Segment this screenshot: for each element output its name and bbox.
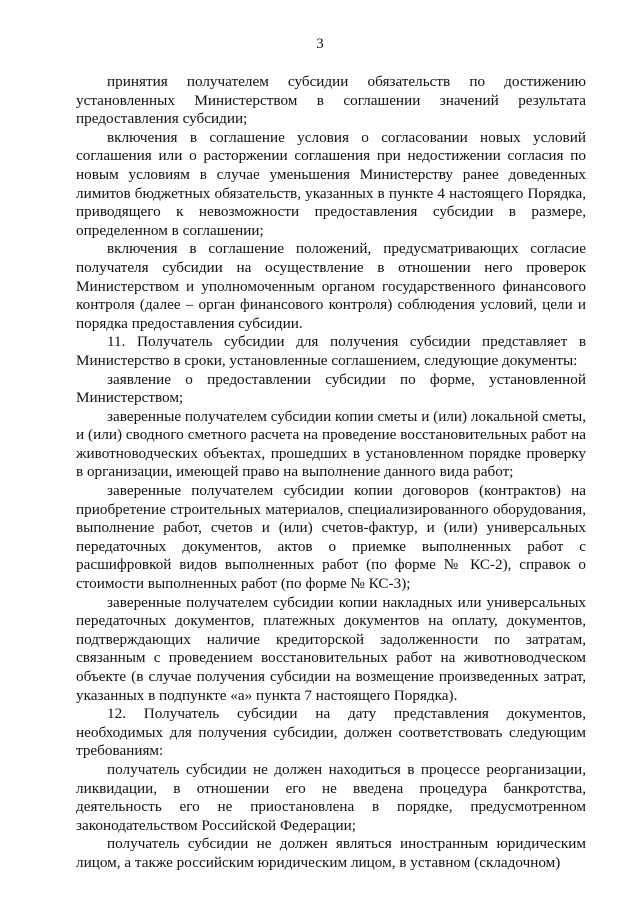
paragraph: заявление о предоставлении субсидии по форме, установленной Министерством; xyxy=(76,370,586,407)
paragraph: получатель субсидии не должен находиться в процессе реорганизации, ликвидации, в отношении его не введена процедура банкротства, деятельность его не приостановлена в порядке, предусмотренном законодательством Российской Федерации; xyxy=(76,760,586,834)
paragraph: принятия получателем субсидии обязательств по достижению установленных Министерством в соглашении значений результата предоставления субсидии; xyxy=(76,73,586,128)
page-number: 3 xyxy=(316,36,324,52)
paragraph: получатель субсидии не должен являться иностранным юридическим лицом, а также российским юридическим лицом, в уставном (складочном) xyxy=(76,835,586,871)
paragraph: 11. Получатель субсидии для получения субсидии представляет в Министерство в сроки, установленные соглашением, следующие документы: xyxy=(76,333,586,369)
paragraph: включения в соглашение положений, предусматривающих согласие получателя субсидии на осуществление в отношении него проверок Министерством и уполномоченным органом государственного финансового контроля (далее – орган финансового контроля) соблюдения условий, цели и порядка предоставления субсидии. xyxy=(76,240,586,332)
paragraph: заверенные получателем субсидии копии сметы и (или) локальной сметы, и (или) сводного сметного расчета на проведение восстановительных работ на животноводческих объектах, прошедших в установленном порядке проверку в организации, имеющей право на выполнение данного вида работ; xyxy=(76,407,586,481)
paragraph: заверенные получателем субсидии копии накладных или универсальных передаточных документов, платежных документов на оплату, документов, подтверждающих наличие кредиторской задолженности по затратам, связанным с проведением восстановительных работ на животноводческом объекте (в случае получения субсидии на возмещение произведенных затрат, указанных в подпункте «а» пункта 7 настоящего Порядка). xyxy=(76,593,586,704)
document-text xyxy=(76,73,586,873)
paragraph: 12. Получатель субсидии на дату представления документов, необходимых для получения субсидии, должен соответствовать следующим требованиям: xyxy=(76,705,586,760)
paragraph: заверенные получателем субсидии копии договоров (контрактов) на приобретение строительных материалов, специализированного оборудования, выполнение работ, счетов и (или) счетов-фактур, и (или) универсальных передаточных документов, актов о приемке выполненных работ с расшифровкой видов выполненных работ (по форме № КС-2), справок о стоимости выполненных работ (по форме № КС-3); xyxy=(76,482,586,593)
paragraph: включения в соглашение условия о согласовании новых условий соглашения или о расторжении соглашения при недостижении согласия по новым условиям в случае уменьшения Министерству ранее доведенных лимитов бюджетных обязательств, указанных в пункте 4 настоящего Порядка, приводящего к невозможности предоставления субсидии в размере, определенном в соглашении; xyxy=(76,128,586,239)
